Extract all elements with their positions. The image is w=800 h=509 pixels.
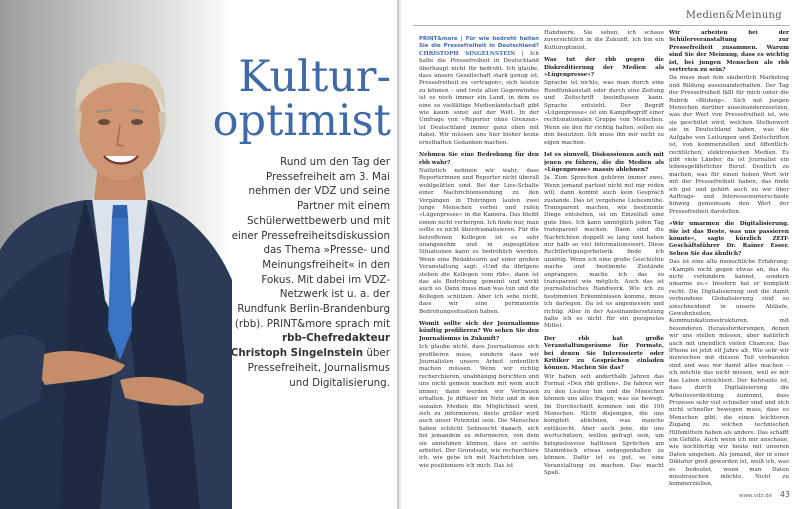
question-text: Wir arbeiten bei der Schülerveranstaltung zur Pressefreiheit zusammen. Warum sind Sie der Meinung, dass es wichtig ist, bei jungen Menschen als rbb vertreten zu sein? xyxy=(669,30,789,74)
text-column-2 xyxy=(544,30,664,500)
right-page xyxy=(403,0,800,509)
headline xyxy=(191,52,391,146)
footer-url: www.vdz.de xyxy=(739,493,772,499)
answer-text: Wir haben seit anderthalb Jahren das Format »Den rbb grillen«. Da fahren wir zu den Leuten hin und die Menschen können uns alles fragen, was sie bewegt. Im Durchschnitt kommen um die 100 Menschen. Nicht diejenigen, die uns komplett ablehnen, was manche enttäuscht. Aber auch jene, die uns wertschätzen, wollen gefragt sein, um beispielsweise haltlosen Sprüchen am Stammtisch etwas entgegenhalten zu können. Dafür ist es gut, so eine Veranstaltung zu machen. Das macht Spaß. xyxy=(544,373,664,477)
text-column-1 xyxy=(419,36,539,506)
answer-text: Das ist eine alte menschliche Erfahrung: »Kampfe nicht gegen etwas an, das du nicht verhindern kannst, sondern umarme es.« Insofern hat er komplett recht. Die Digitalisierung und die damit verbundene Globalisierung sind so einschneidend in unsere Abläufe, Gewohnheiten, Kommunikationsstrukturen, mit besonderen Herausforderungen, denen wir uns stellen müssen, aber natürlich auch mit unendlich vielen Chancen. Das iPhone ist jetzt elf Jahre alt. Wie sehr wir inzwischen mit diesem Teil verbunden sind und was wir damit alles machen – ich möchte das nicht missen, weil es mir das Leben erleichtert. Der Kehrseite ist, dass durch Digitalisierung die Arbeitsverdichtung zunimmt, dass Prozesse sehr viel schneller sind und sich nicht schneller bewegen muss, dass es Menschen gibt, die einen leichteren Zugang zu solchen technischen Hilfsmitteln haben als andere. Das schafft ein Gefälle. Auch wenn ich mir anschaue, wie leichtfertig wir heute mit unseren Daten umgehen. Als jemand, der in einer Diktatur groß geworden ist, weiß ich, was es bedeutet, wenn man Daten missbrauchen möchte. Nicht zu kommerziellen, xyxy=(669,259,789,488)
question-text: Ist es sinnvoll, Diskussionen auch mit jenen zu führen, die die Medien als »Lügenpresse« massiv ablehnen? xyxy=(544,152,664,173)
answer-text: Da muss man fein säuberlich Marketing und Bildung auseinanderhalten. Der Tag der Pressefreiheit fällt für mich unter die Rubrik »Bildung«. Sich mit jungen Menschen darüber auseinanderzusetzen, was der Wert von Pressefreiheit ist, wie sie geschützt wird, welchen Stellenwert sie in Deutschland haben, was die Aufgabe von Leitungen und Zeitschriften ist, von kommerziellen und öffentlich-rechtlichen, elektronischen Medien. Es gibt viele Länder, da ist Journalist ein lebensgefährlicher Beruf. Deutlich zu machen, was für einen hohen Wert wir mit der Pressefreiheit haben, das finde ich gut und gehört auch zu wir über Auftrags- und Interessenunterschiede hinweg gemeinsam den Wert der Pressefreiheit darstellen. xyxy=(669,75,789,215)
left-page xyxy=(0,0,397,509)
question-text: Nehmen Sie eine Bedrohung für den rbb wahr? xyxy=(419,152,539,166)
section-rule xyxy=(413,25,790,26)
answer-text: Handwerk. Sie sehen, ich schaue zuversichtlich in die Zukunft, ich bin ein Kulturoptimist. xyxy=(544,30,664,51)
question-text: Was tut der rbb gegen die Diskreditierung der Medien als »Lügenpresse«? xyxy=(544,57,664,79)
question-text: Womit sollte sich der Journalismus künftig profilieren? Wo sehen Sie den Journalismus in Zukunft? xyxy=(419,321,539,342)
headline-line-1: Kultur- xyxy=(238,52,391,102)
question-text: »Wir umarmen die Digitalisierung. Sie ist das Beste, was uns passieren konnte«, sagte kürzlich ZEIT-Geschäftsführer Dr. Rainer Esser. Sehen Sie das ähnlich? xyxy=(669,221,789,257)
page-number: 43 xyxy=(779,490,790,499)
intro-bold: rbb-Chefredakteur Christoph Singelnstein xyxy=(230,332,390,360)
text-column-3 xyxy=(669,30,789,500)
interview-kicker: PRINT&more | Für wie bedroht halten Sie die Pressefreiheit in Deutschland? xyxy=(419,36,539,50)
answer-text: Natürlich nehmen wir wahr, dass Reporterinnen und Reporter nicht überall wohlgelitten sind. Bei der Live-Schalte einer Nachrichtensendung zu den Vergängen in Thüringen laufen zwei junge Menschen vorbei und rufen »Lügenpresse« in die Kamera. Das bleibt einem nicht verborgen. Ich finde nur, man sollte es nicht überdramatisieren. Für die betroffenen Kollegen ist es sehr unangenehm und in zugespitzten Situationen kann es bedrohlich werden. Wenn eine Redakteurin auf einer großen Veranstaltung sagt: »Und da übrigens stehen die Kollegen vom rbb«, dann ist das als Bedrohung gemeint und wirkt auch so. Dann muss man was tun und die Kollegen schützen. Aber ich sehe nicht, dass wir eine permanente Bedrohungssituation haben. xyxy=(419,167,539,315)
section-title: Medien&Meinung xyxy=(685,10,782,21)
intro-paragraph xyxy=(230,155,390,390)
intro-tail: über Pressefreiheit, Journalismus und Digitalisierung. xyxy=(247,347,390,389)
answer-text: Sprache ist nichts, was man durch eine Rundfunkanstalt oder durch eine Zeitung und Zeitschrift beeinflussen kann. Sprache entsteht. Der Begriff »Lügenpresse« ist ein Kampfbegriff einer rechtsnationalen Gruppe von Menschen. Wenn sie den für richtig halten, sollen sie den benutzen. Ich muss ihn mir nicht zu eigen machen. xyxy=(544,80,664,146)
answer-text: | Ich halte die Pressefreiheit in Deutschland überhaupt nicht für bedroht. Ich glaube, dass unsere Gesellschaft stark genug ist, Pressefreiheit zu »ertragen«, sich leisten zu können – und trotz allen Gegenwindes ist es noch immer ein Land, in dem es eine so vielfältige Medienlandschaft gibt wie kaum sonst auf der Welt. In der Umfrage von »Reporter ohne Grenzen« ist Deutschland immer ganz oben mit dabei. Wir müssen uns hier bisher keine ernsthaften Gedanken machen. xyxy=(419,50,539,146)
headline-line-2: optimist xyxy=(212,96,391,146)
answer-text: Ja. Zum Sprechen gehören immer zwei. Wenn jemand partout nicht mit mir reden will, dann kommt auch kein Gespräch zustande. Das ist vergebene Liebesmühe. Transparent machen, wie bestimmte Dinge entstehen, ist im Einzelfall eine gute Idee. Ich kann unmöglich jeden Tag transparent machen. Dann sind die Nachrichten doppelt so lang und haben nur halb so viel Informationswert. Diese Rechtfertigungsrhetorik finde ich unnötig. Wenn ich eine große Geschichte mache und bestimmte Zustände anprangere, mache ich das so transparent wie möglich. Auch das ist journalistisches Handwerk. Wie ich zu bestimmten Erkenntnissen komme, muss ich darlegen. Da ist es angemessen und richtig. Aber in der Auseinandersetzung halte ich es nicht für ein geeignetes Mittel. xyxy=(544,175,664,330)
question-text: Der rbb hat große Veranstaltungsräume für Formate, bei denen Sie Interessierte oder Kritiker zu Gesprächen einladen können. Machen Sie das? xyxy=(544,335,664,372)
intro-text: Rund um den Tag der Pressefreiheit am 3. Mai nehmen der VDZ und seine Partner mit einem Schülerwettbewerb und mit einer Pressefreiheitsdiskussion das Thema »Presse- und Meinungsfreiheit« in den Fokus. Mit dabei im VDZ-Netzwerk ist u. a. der Rundfunk Berlin-Brandenburg (rbb). PRINT&more sprach mit xyxy=(231,156,390,330)
answer-text: Ich glaube nicht, dass Journalismus sich profilieren muss, sondern dass wir Journalisten unsere Arbeit ordentlich machen müssen. Wenn wir richtig recherchieren, unabhängig berichten und uns nicht gemein machen mit wem auch immer, dann werden wir Vertrauen erhalten. Je diffuser im Netz und in den sozialen Medien die Möglichkeit wird, sich zu informieren, desto größer wird auch unser Potenzial sein. Die Menschen haben schlicht Sehnsucht danach, sich bei jemandem zu informieren, von dem sie annehmen können, dass er seriös arbeitet. Der Grundsatz, wie recherchiere ich, wie gehe ich mit Nachrichten um, wie positioniere ich mich. Das ist xyxy=(419,344,539,469)
interviewee-name: CHRISTOPH SINGELNSTEIN xyxy=(419,50,516,57)
